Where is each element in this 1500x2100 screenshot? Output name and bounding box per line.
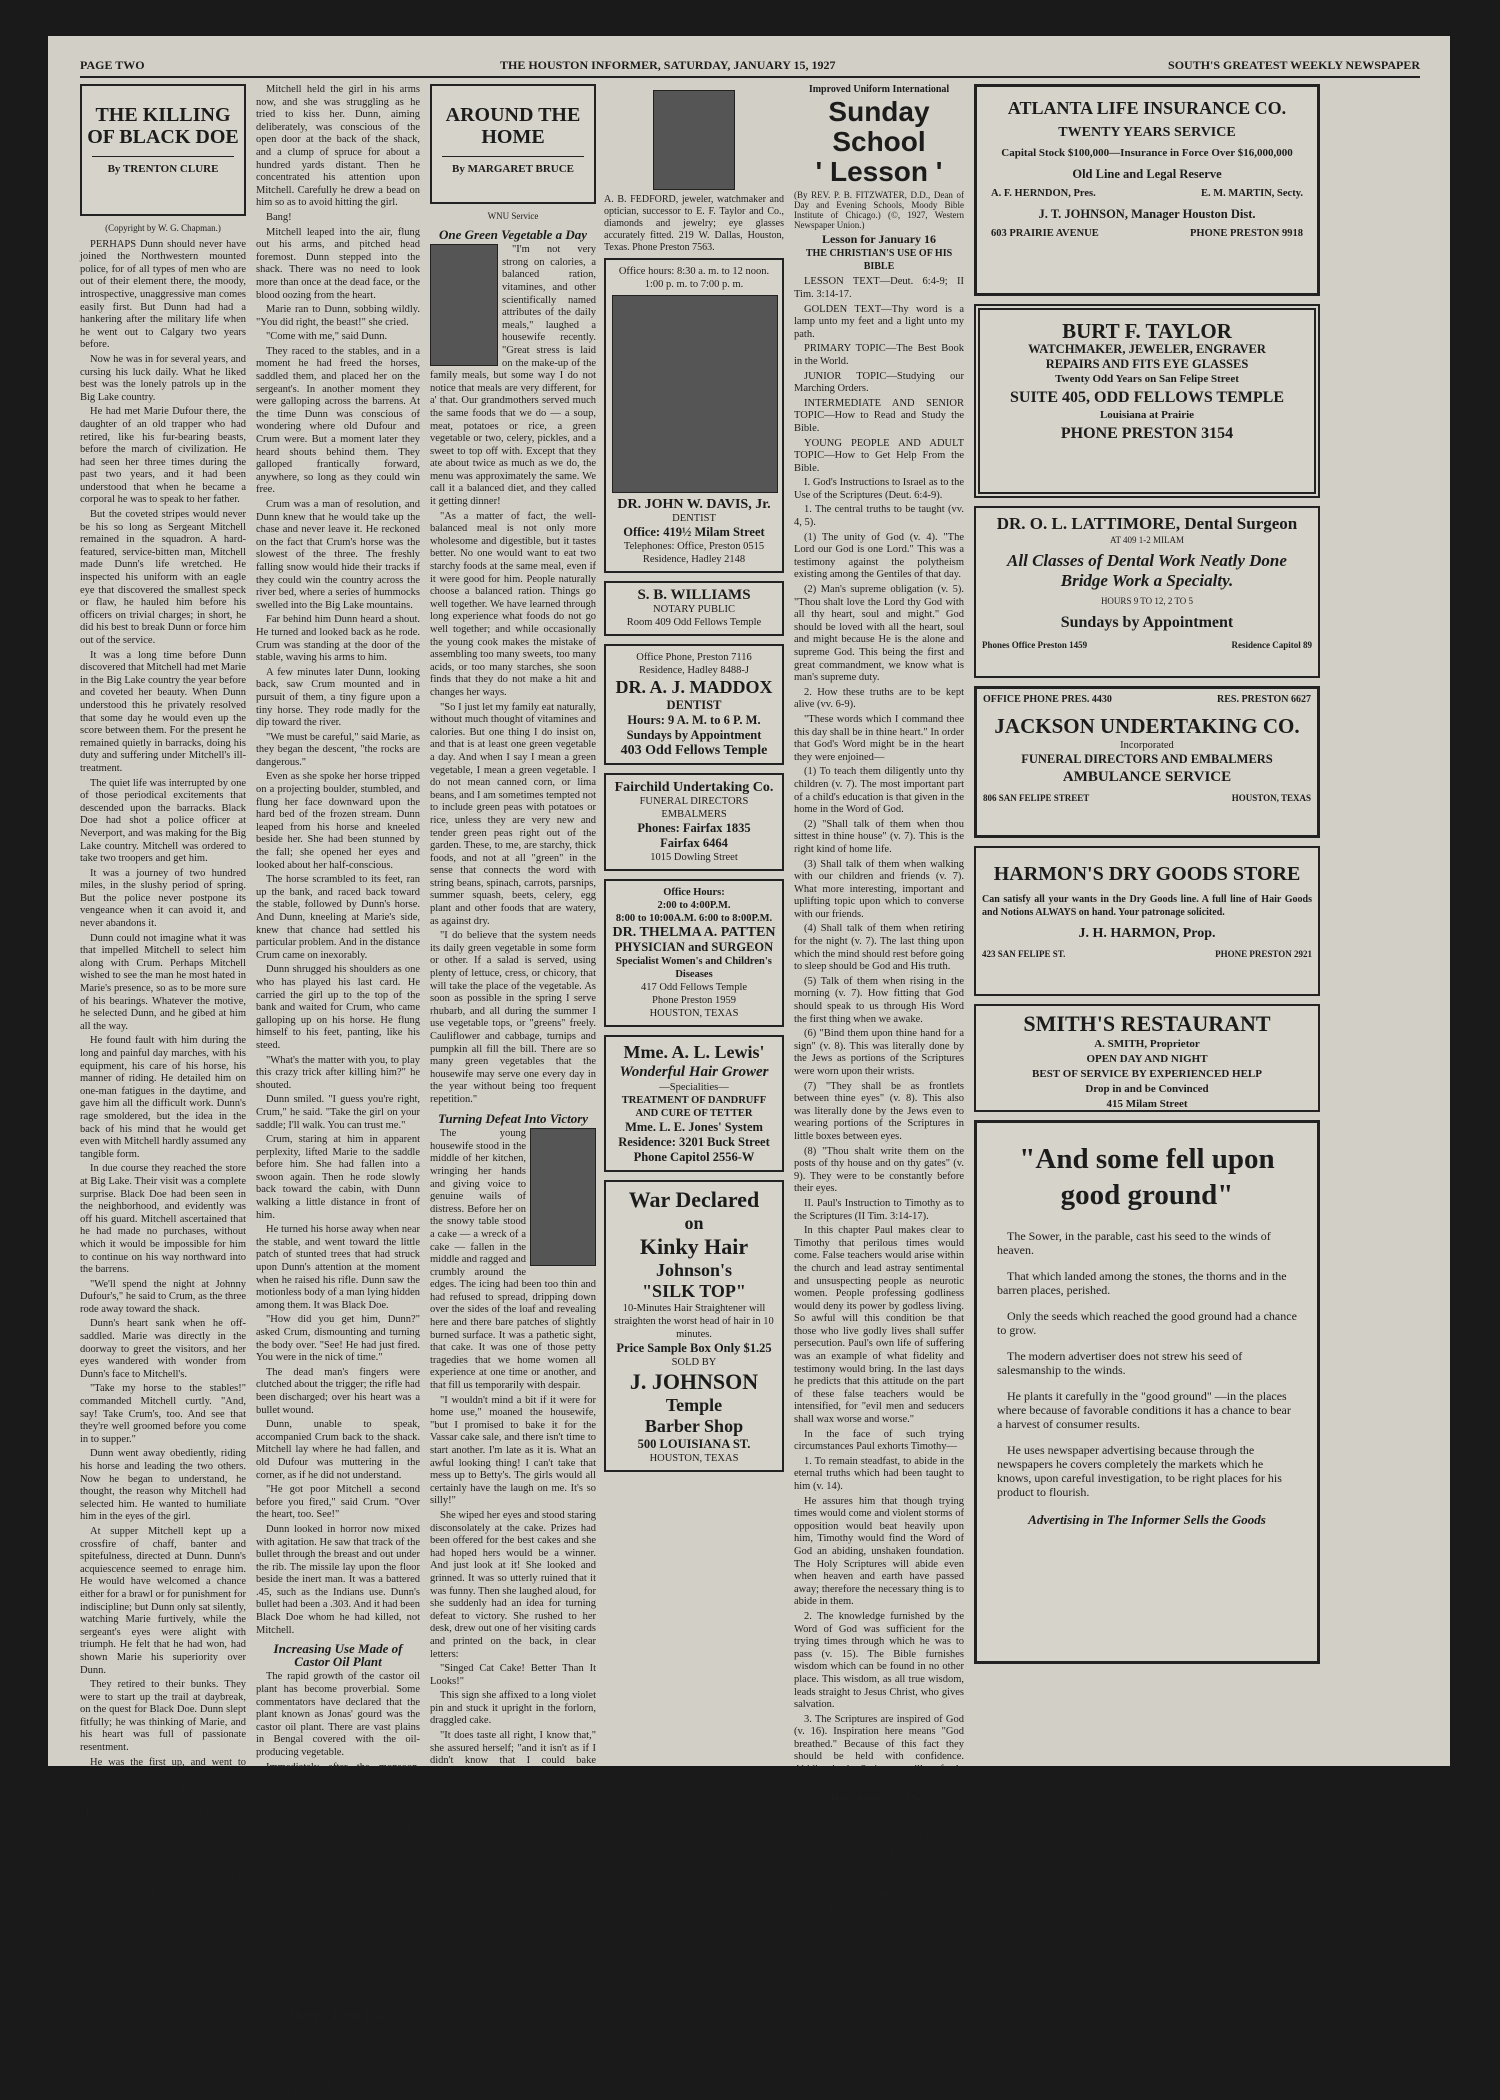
paragraph: In this chapter Paul makes clear to Timothy that perilous times would come. False teachers would arise within the church and lead astray sentimental and unsuspecting people as neurotic women. People professing godliness would deny its power by godless living. So awful will this condition be that those who live godly lives shall suffer persecution. Paul's own life of suffering was an example of what fidelity and testimony would bring. In the last days he predicts that this attitude on the part of these false teachers would be intensified, for "evil men and seducers shall wax worse and worse." [794, 1225, 964, 1426]
service-text: The quality of the service is the measure of the result. It is not length of service, but intensity, sincerity, enthusiasm that tells.—R. J. Campbell. [794, 1902, 964, 1951]
harmon-phone: PHONE PRESTON 2921 [1215, 949, 1312, 959]
kinky-line-1: War Declared [628, 1187, 760, 1212]
fairchild-phone-1: Phones: Fairfax 1835 [637, 821, 751, 835]
lattimore-tag-2: Bridge Work a Specialty. [1060, 571, 1234, 590]
paragraph: "We must be careful," said Marie, as they began the descent, "the rocks are dangerous." [256, 731, 420, 768]
taylor-line-3: Twenty Odd Years on San Felipe Street [1055, 373, 1239, 385]
paragraph: Even as she spoke her horse tripped on a projecting boulder, stumbled, and flung her face downward upon the hard bed of the frozen stream. Dunn leaped from his horse and kneeled beside her. She had been stunned by the fall; she opened her eyes and looked about her half-conscious. [256, 771, 420, 871]
taylor-loc: Louisiana at Prairie [1099, 409, 1195, 421]
sower-footer: Advertising in The Informer Sells the Goods [1028, 1512, 1266, 1527]
home-byline: By MARGARET BRUCE [451, 163, 575, 175]
patten-hours-label: Office Hours: [663, 887, 725, 898]
taylor-suite: SUITE 405, ODD FELLOWS TEMPLE [1010, 389, 1284, 406]
paragraph: He had met Marie Dufour there, the daughter of an old trapper who had retired, like his fur-bearing beasts, before the march of civilization. He had seen her three times during the past two years, and it had been understood that when he became a corporal he was to speak to her father. [80, 406, 246, 506]
lattimore-sundays: Sundays by Appointment [1060, 614, 1234, 631]
story-title-box [80, 84, 246, 216]
harmon-prop: J. H. HARMON, Prop. [1078, 926, 1216, 941]
davis-tel: Telephones: Office, Preston 0515 [623, 541, 765, 552]
taylor-ad [974, 304, 1320, 498]
paragraph: Dunn could not imagine what it was that impelled Mitchell to select him along with Crum. Perhaps Mitchell wished to see the man he most hated in Marie's presence, so as to be more sure of his bearings. Whatever the motive, he selected Dunn, and he gibed at him all the way. [80, 932, 246, 1032]
lewis-res: Residence: 3201 Buck Street [618, 1135, 770, 1149]
harmon-addr: 423 SAN FELIPE ST. [982, 949, 1066, 959]
kinky-line-2: on [684, 1213, 704, 1233]
paragraph: YOUNG PEOPLE AND ADULT TOPIC—How to Get Help From the Bible. [794, 437, 964, 474]
paragraph: The dead man's fingers were clutched about the trigger; the rifle had been discharged; over his heart was a bullet wound. [256, 1366, 420, 1416]
lewis-tag: Wonderful Hair Grower [619, 1064, 769, 1080]
lattimore-office: Phones Office Preston 1459 [982, 640, 1088, 650]
lattimore-name: DR. O. L. LATTIMORE, Dental Surgeon [996, 514, 1298, 533]
fairchild-sub: FUNERAL DIRECTORS EMBALMERS [639, 796, 749, 820]
kinky-shop-2: Barber Shop [644, 1416, 744, 1436]
paragraph: LESSON TEXT—Deut. 6:4-9; II Tim. 3:14-17. [794, 276, 964, 300]
paragraph: Far behind him Dunn heard a shout. He turned and looked back as he rode. Crum was standing at the door of the stable, waving his arms to him. [256, 614, 420, 664]
paragraph: (2) "Shall talk of them when thou sittest in thine house" (v. 7). This is the right kind of home life. [794, 818, 964, 855]
davis-hours: Office hours: 8:30 a. m. to 12 noon. 1:00 p. m. to 7:00 p. m. [618, 266, 770, 290]
housewife-illustration [430, 244, 498, 366]
paragraph: 2. The knowledge furnished by the Word of God was sufficient for the trying times through which he was to pass (v. 15). The Bible furnishes wisdom which can be found in no other place. This wisdom, as all true wisdom, leads straight to Jesus Christ, who gives salvation. [794, 1610, 964, 1711]
lewis-spec: —Specialities— [659, 1082, 729, 1093]
fedford-caption: A. B. FEDFORD, jeweler, watchmaker and optician, successor to E. F. Taylor and Co., diamonds and jewelry; eye glasses accurately fitted. 219 W. Dallas, Houston, Texas. Phone Preston 7563. [604, 194, 784, 253]
kinky-ad [604, 1180, 784, 1472]
sheep-body [256, 2024, 420, 2100]
patten-spec: Specialist Women's and Children's Diseases [616, 956, 772, 980]
story-byline: By TRENTON CLURE [107, 163, 219, 175]
maddox-addr: 403 Odd Fellows Temple [620, 743, 768, 758]
paragraph: (4) Shall talk of them when retiring for the night (v. 7). The last thing upon which the mind should rest before going to sleep should be God and His truth. [794, 923, 964, 973]
sheep-headline: Sheep's Long Fast [288, 2006, 388, 2022]
paragraph: 1. To remain steadfast, to abide in the eternal truths which had been taught to him (v. 14). [794, 1455, 964, 1492]
smith-drop: Drop in and be Convinced [1085, 1083, 1209, 1095]
maddox-sundays: Sundays by Appointment [626, 728, 762, 742]
lewis-system: Mme. L. E. Jones' System [625, 1120, 763, 1134]
paragraph: (1) The unity of God (v. 4). "The Lord our God is one Lord." This was a testimony against the polytheism existing among the Gentiles of that day. [794, 531, 964, 581]
sower-body [997, 1229, 1297, 1499]
lewis-name: Mme. A. L. Lewis' [623, 1042, 765, 1062]
home-sub2: Turning Defeat Into Victory [437, 1110, 589, 1126]
paragraph: Bang! [266, 211, 292, 223]
jackson-addr: 806 SAN FELIPE STREET [983, 792, 1090, 803]
paragraph: Only the seeds which reached the good ground had a chance to grow. [997, 1309, 1297, 1337]
paragraph: The horse scrambled to its feet, ran up the bank, and raced back toward the stable, followed by Dunn's horse. And Dunn, kneeling at Marie's side, knew that chance had settled his particular problem. And in the distance Crum came on inexorably. [256, 874, 420, 961]
atlanta-years: TWENTY YEARS SERVICE [1058, 125, 1236, 140]
atlanta-secty: E. M. MARTIN, Secty. [1201, 188, 1303, 199]
cake-illustration [530, 1128, 596, 1266]
sunday-title-2: ' Lesson ' [815, 155, 943, 187]
davis-office: Office: 419½ Milam Street [623, 525, 765, 539]
page-header [80, 56, 1420, 78]
jackson-ambulance: AMBULANCE SERVICE [1062, 768, 1232, 785]
paragraph: "What's the matter with you, to play this crazy trick after killing him?" he shouted. [256, 1054, 420, 1091]
fairchild-addr: 1015 Dowling Street [650, 852, 738, 863]
atlanta-line: Old Line and Legal Reserve [1072, 167, 1222, 181]
story-body-continued [256, 84, 420, 1637]
fairchild-ad [604, 773, 784, 871]
sower-headline: "And some fell upon good ground" [1019, 1143, 1275, 1211]
atlanta-mgr: J. T. JOHNSON, Manager Houston Dist. [1038, 206, 1256, 221]
jackson-phone: OFFICE PHONE PRES. 4430 [983, 694, 1112, 705]
paragraph: 2. How these truths are to be kept alive (vv. 6-9). [794, 686, 964, 711]
atlanta-life-ad [974, 84, 1320, 296]
taylor-line-1: WATCHMAKER, JEWELER, ENGRAVER [1028, 342, 1266, 356]
paragraph: Crum was a man of resolution, and Dunn knew that he would take up the chase and never leave it. He reckoned on the fact that Crum's horse was the slowest of the three. The freshly falling snow would hide their tracks if they could win the country across the river bed, where a series of hummocks swelled into the Big Lake mountains. [256, 499, 420, 611]
patten-city: HOUSTON, TEXAS [649, 1008, 739, 1019]
jackson-sub: FUNERAL DIRECTORS AND EMBALMERS [1021, 751, 1273, 766]
paragraph: It was a long time before Dunn discovered that Mitchell had met Marie in the Big Lake country the year before and coveted her beauty. When Dunn understood this he privately resolved that some day he would even up the score between them. For the present he remained quietly in barracks, doing his duty and suffering under Mitchell's ill-treatment. [80, 649, 246, 774]
paragraph: (5) Talk of them when rising in the morning (v. 7). How fitting that God should speak to us through His Word the first thing when we awake. [794, 975, 964, 1025]
lewis-treat: TREATMENT OF DANDRUFF AND CURE OF TETTER [621, 1095, 767, 1119]
paragraph: Dunn shrugged his shoulders as one who has played his last card. He carried the girl up to the top of the bank and waited for Crum, who came galloping up on his horse. He flung himself to his feet, panting, like his steed. [256, 964, 420, 1051]
paragraph: The modern advertiser does not strew his seed of salesmanship to the winds. [997, 1349, 1243, 1377]
paragraph: Immediately after the monsoon, when the water has receded, the peasant rakes the mire and puts the oil plant seeds in the ground, two by two. The plants rapidly develop their great leaves and produce their fruit, which grows in groups of capsules, acquiring a coppery-green color mottled with purple and rich carmine. When the hot sun has dried the pods they burst. The women and children watch the pods and when the first crack appears they are ready to catch the precious seeds within. [256, 1761, 420, 1937]
paragraph: (3) Shall talk of them when walking with our children and friends (v. 7). What more interesting, important and uplifting topic upon which to converse with our friends. [794, 858, 964, 920]
patten-addr: 417 Odd Fellows Temple [640, 982, 748, 993]
kinky-price: Price Sample Box Only $1.25 [616, 1341, 772, 1355]
atlanta-capital: Capital Stock $100,000—Insurance in Force Over $16,000,000 [1001, 147, 1293, 159]
paragraph: "Take my horse to the stables!" commanded Mitchell curtly. "And, say! Take Crum's, too. And see that they're well groomed before you come in to supper." [80, 1383, 246, 1445]
paragraph: He assures him that though trying times would come and violent storms of opposition would beat heavily upon him, Timothy would find the Word of God an abiding, unshaken foundation. The Holy Scriptures will abide even when heaven and earth have passed away; therefore the necessary thing is to abide in them. [794, 1495, 964, 1608]
sunday-body [794, 276, 964, 1789]
paragraph: The singed cat cake was the sensation of the sale, being greeted with shrieks of laughter, and winning — well, a consolation prize, anyway. [430, 1807, 596, 1857]
masthead-dateline: THE HOUSTON INFORMER, SATURDAY, JANUARY 15, 1927 [500, 58, 836, 72]
paragraph: II. Paul's Instruction to Timothy as to the Scriptures (II Tim. 3:14-17). [794, 1197, 964, 1222]
maddox-name: DR. A. J. MADDOX [615, 677, 773, 697]
page-number: PAGE TWO [80, 58, 145, 72]
sunday-author: (By REV. P. B. FITZWATER, D.D., Dean of Day and Evening Schools, Moody Bible Institute of Chicago.) (©, 1927, Western Newspaper Union.) [794, 189, 964, 230]
service-headline: Service [861, 1887, 897, 1900]
paragraph: "He got poor Mitchell a second before you fired," said Crum. "Over the heart, too. See!" [256, 1484, 420, 1521]
paragraph: Mitchell leaped into the air, flung out his arms, and pitched head foremost. Dunn stepped into the shack. There was no need to look more than once at the dead face, or the blood oozing from the heart. [256, 226, 420, 301]
home-column [430, 84, 596, 1912]
story-column-2 [256, 84, 420, 2099]
kinky-name: J. JOHNSON [629, 1369, 759, 1394]
maddox-res: Residence, Hadley 8488-J [639, 665, 749, 676]
maddox-hours: Hours: 9 A. M. to 6 P. M. [627, 713, 761, 727]
taylor-line-2: REPAIRS AND FITS EYE GLASSES [1045, 357, 1249, 371]
smith-ad [974, 1004, 1320, 1112]
kinky-line-5: "SILK TOP" [642, 1281, 746, 1301]
fairchild-phone-2: Fairfax 6464 [660, 836, 728, 850]
sunday-subject: THE CHRISTIAN'S USE OF HIS BIBLE [805, 248, 953, 272]
patten-hours-2: 8:00 to 10:00A.M. 6:00 to 8:00P.M. [615, 913, 773, 924]
story-title: THE KILLING OF BLACK DOE [87, 104, 239, 148]
paragraph: He turned his horse away when near the stable, and went toward the little patch of stunted trees that had struck upon Dunn's attention at the moment when he raised his rifle. Dunn saw the motionless body of a man lying hidden among them. It was Black Doe. [256, 1224, 420, 1311]
paragraph: PRIMARY TOPIC—The Best Book in the World. [794, 343, 964, 367]
paragraph: The young housewife stood in the middle of her kitchen, wringing her hands and giving voice to genuine wails of distress. Before her on the snowy table stood a cake — a wreck of a cake — fallen in the middle and ragged and crumbly around the edges. The icing had been too thin and had refused to spread, dripping down over the sides of the loaf and revealing here and there bare patches of slightly burned surface. It was a pathetic sight, that cake. It was one of those petty tragedies that we home women all experience at one time or another, and that fill us temporarily with despair. [430, 1128, 596, 1392]
kinky-sold: SOLD BY [671, 1357, 717, 1368]
home-title-box [430, 84, 596, 204]
taylor-phone: PHONE PRESTON 3154 [1060, 425, 1234, 442]
patten-title: PHYSICIAN and SURGEON [614, 940, 774, 954]
patten-ad [604, 879, 784, 1027]
williams-title: NOTARY PUBLIC [653, 604, 735, 615]
lattimore-ad [974, 506, 1320, 678]
ads-column-4 [604, 84, 784, 1744]
home-sub1: One Green Vegetable a Day [438, 226, 588, 242]
fairchild-name: Fairchild Undertaking Co. [614, 780, 774, 795]
davis-title: DENTIST [672, 513, 716, 524]
atlanta-name: ATLANTA LIFE INSURANCE CO. [1007, 98, 1287, 118]
paragraph: Dunn, unable to speak, accompanied Crum back to the shack. Mitchell lay where he had fallen, and old Dufour was muttering in the corner, as if he did not understand. [256, 1419, 420, 1481]
paragraph: I. God's Instructions to Israel as to the Use of the Scriptures (Deut. 6:4-9). [794, 477, 964, 501]
maddox-title: DENTIST [666, 698, 722, 712]
paragraph: Crum, staring at him in apparent perplexity, lifted Marie to the saddle before him. She had fallen into a swoon again. Then he rode slowly back toward the cabin, with Dunn walking a little distance in front of him. [256, 1134, 420, 1221]
williams-room: Room 409 Odd Fellows Temple [626, 617, 762, 628]
paragraph: (2) Man's supreme obligation (v. 5). "Thou shalt love the Lord thy God with all thy heart, soul and might." God should be loved with all the heart, soul and might because He is the alone and supreme God. This being the first and great commandment, we know what is man's supreme duty. [794, 584, 964, 684]
smith-open: OPEN DAY AND NIGHT [1086, 1053, 1208, 1065]
paragraph: (1) To teach them diligently unto thy children (v. 7). The most important part of a child's education is that given in the home in the Word of God. [794, 766, 964, 816]
paragraph: In the face of such trying circumstances Paul exhorts Timothy— [794, 1428, 964, 1453]
williams-ad [604, 581, 784, 636]
kinky-line-3: Kinky Hair [639, 1234, 749, 1259]
paragraph: "These words which I command thee this day shall be in thine heart." In order that God's Word might be in the heart they were enjoined— [794, 713, 964, 763]
paragraph: INTERMEDIATE AND SENIOR TOPIC—How to Read and Study the Bible. [794, 397, 964, 434]
atlanta-addr: 603 PRAIRIE AVENUE [991, 227, 1099, 239]
paragraph: This sign she affixed to a long violet pin and stuck it upright in the forlorn, draggled cake. [430, 1690, 596, 1727]
jackson-inc: Incorporated [1120, 739, 1174, 751]
davis-ad [604, 258, 784, 573]
lattimore-addr: AT 409 1-2 MILAM [1109, 535, 1185, 545]
paragraph: "I wouldn't mind a bit if it were for home use," moaned the housewife, "but I promised to bake it for the Vassar cake sale, and there isn't time to start another. I'm late as it is. What an awful looking thing! I can't take that mess up to Betty's. The girls would all certainly have the laugh on me. It's so silly!" [430, 1394, 596, 1507]
paragraph: "How did you get him, Dunn?" asked Crum, dismounting and turning the body over. "See! He had just fired. You were in the nick of time." [256, 1314, 420, 1364]
paragraph: 3. The Scriptures are inspired of God (v. 16). Inspiration here means "God breathed." Because of this fact they should be held with confidence. Abiding in the Scriptures will perfectly equip the minister for his work (v. 17). [794, 1713, 964, 1788]
home-copyright: (Copyright) [491, 1901, 535, 1912]
paragraph: "Singed Cat Cake! Better Than It Looks!" [430, 1663, 596, 1687]
kinky-desc: 10-Minutes Hair Straightener will straighten the worst head of hair in 10 minutes. [614, 1303, 774, 1340]
paragraph: Dunn went away obediently, riding his horse and leading the two others. Now he began to understand, he thought, the reason why Mitchell had selected him. He wanted to humiliate him in the eyes of the girl. [80, 1448, 246, 1523]
paragraph: GOLDEN TEXT—Thy word is a lamp unto my feet and a light unto my path. [794, 303, 964, 340]
kinky-shop-1: Temple [665, 1395, 723, 1415]
davis-portrait [612, 295, 778, 493]
fedford-portrait [653, 90, 735, 190]
davis-name: DR. JOHN W. DAVIS, Jr. [617, 497, 771, 512]
paragraph: "Come with me," said Dunn. [266, 331, 388, 343]
paragraph: Seventeen days after being missed by an Osweestry (Eng.) farmer, a sheep was found inside a large water pipe near the Liverpool waterworks. The animal was quite frisky, in spite of the long fast. [256, 2024, 420, 2099]
paragraph: The rapid growth of the castor oil plant has become proverbial. Some commentators have declared that the plant known as Jonas' gourd was the castor oil plant. There are vast plains in Bengal covered with the oil-producing vegetable. [256, 1671, 420, 1758]
harmon-desc: Can satisfy all your wants in the Dry Goods line. A full line of Hair Goods and Notions ALWAYS on hand. Your patronage solicited. [982, 894, 1312, 918]
paragraph: Now he was in for several years, and cursing his luck daily. What he liked best was the lonely patrols up in the Big Lake country. [80, 353, 246, 403]
paragraph: Then Dunn knew what he meant to do. He crept back very softly to the stable and loaded his rifle. He took it in his arms, carrying it as a mother might her first born, and approached the door again. [80, 1846, 246, 1921]
paragraph: The quiet life was interrupted by one of those periodical excitements that descended upon the barracks. Black Doe had shot a police officer at Neverport, and was making for the Big Lake country. Mitchell was ordered to take two troopers and get him. [80, 777, 246, 865]
paragraph: "So I just let my family eat naturally, without much thought of vitamines and calories. But one thing I do insist on, and that is at least one green vegetable a day. And when I say I mean a green vegetable, I mean a green vegetable. I do not mean canned corn, or lima beans, and I am sometimes tempted not to include green peas with potatoes or rice, unless they are very new and tender green peas right out of the garden. These, to me, are starchy, thick foods, and not at all "green" in the sense that connects the word with string beans, spinach, carrots, parsnips, summer squash, beets, celery, egg plant and other foods that are watery, as against dry. [430, 701, 596, 927]
atlanta-phone: PHONE PRESTON 9918 [1190, 227, 1303, 239]
paragraph: She wiped her eyes and stood staring disconsolately at the cake. Prizes had been offered for the best cakes and she had hoped hers would be a winner. And just look at it! She looked and grinned. It was so utterly ruined that it was funny. Then she laughed aloud, for she suddenly had an idea for turning defeat to victory. She rushed to her desk, drew out one of her visiting cards and printed on the back, in clear letters: [430, 1509, 596, 1660]
castor-headline: Increasing Use Made of Castor Oil Plant [273, 1641, 403, 1669]
paragraph: It was a journey of two hundred miles, in the slushy period of spring. But the police never postpone its vengeance when it can avoid it, and never abandons it. [80, 867, 246, 930]
jackson-city: HOUSTON, TEXAS [1231, 792, 1311, 803]
paragraph: That which landed among the stones, the thorns and in the barren places, perished. [997, 1269, 1287, 1297]
newspaper-page [48, 36, 1450, 2099]
paragraph: (8) "Thou shalt write them on the posts of thy house and on thy gates" (v. 9). They were to be constantly before their eyes. [794, 1145, 964, 1195]
williams-name: S. B. WILLIAMS [637, 587, 751, 603]
sunday-title-1: Sunday School [828, 95, 930, 157]
paragraph: "It does taste all right, I know that," she assured herself; "and it isn't as if I didn't know that I could bake wonderful cake — sometimes! I'll take it along to the sale and let it go at that. I'm a good sport!" [430, 1730, 596, 1805]
paragraph: PERHAPS Dunn should never have joined the Northwestern mounted police, for of all types of men who are out of their element there, the moody, introspective, unaggressive man comes easily first. But Dunn had had a hankering after the military life when he went out to Calgary two years before. [80, 238, 246, 351]
paragraph: He plants it carefully in the "good ground" —in the places where because of favorable conditions it has a chance to bear a harvest of consumer results. [997, 1389, 1291, 1431]
paragraph: "A cake may be down, but it's never out!" voted the judges amid the general hilarity. [430, 1860, 596, 1897]
kinky-line-4: Johnson's [655, 1260, 733, 1280]
patten-hours-1: 2:00 to 4:00P.M. [657, 900, 731, 911]
atlanta-pres: A. F. HERNDON, Pres. [991, 188, 1096, 199]
castor-body [256, 1671, 420, 2002]
lattimore-hours: HOURS 9 TO 12, 2 TO 5 [1100, 596, 1194, 606]
lattimore-tag-1: All Classes of Dental Work Neatly Done [1007, 551, 1287, 570]
story-body [80, 239, 246, 1923]
jackson-res: RES. PRESTON 6627 [1216, 694, 1311, 705]
paragraph: Dunn looked in horror now mixed with agitation. He saw that track of the bullet through the breast and out under the rib. The missile lay upon the floor beside the inert man. It was a battered .45, such as the Indians use. Dunn's bullet had been a .303. And it had been Black Doe whom he had killed, not Mitchell. [256, 1523, 420, 1636]
saw-men-text: Jesus divided men into two classes and no more; either on the narrow or on the broad way; either a good tree or a bad tree; either a wise or a foolish builder; in a word, either for Christ or against Him.—Plummer. [794, 1807, 964, 1882]
jackson-ad [974, 686, 1320, 838]
paragraph: In due course they reached the store at Big Lake. Their visit was a complete surprise. Black Doe had been seen in the neighborhood, and evidently was off his guard. Mitchell ascertained that he had made no purchases, without which it would be impossible for him to continue on his way northward into the barrens. [80, 1163, 246, 1276]
paragraph: They retired to their bunks. They were to start up the trail at daybreak, on the quest for Black Doe. Dunn slept fitfully; he was thinking of Marie, and his heart was full of passionate resentment. [80, 1679, 246, 1754]
sower-ad [974, 1120, 1320, 1664]
sunday-lesson: Lesson for January 16 [821, 231, 937, 246]
maddox-ad [604, 644, 784, 765]
sunday-school-column [794, 84, 964, 1951]
davis-res: Residence, Hadley 2148 [642, 554, 746, 565]
paragraph: "I do believe that the system needs its daily green vegetable in some form or other. If a salad is served, using plenty of lettuce, cress, or chicory, that will take the place of the vegetable. As soon as possible in the spring I serve rhubarb, and all during the summer I use vegetable tops, or "greens" freely. Cauliflower and cabbage, turnips and pumpkin all fill the bill. There are so many green vegetables that the housewife may serve one every day in the year without being too frequent repetition." [430, 930, 596, 1105]
paragraph: Marie ran to Dunn, sobbing wildly. "You did right, the beast!" she cried. [256, 304, 420, 328]
harmon-name: HARMON'S DRY GOODS STORE [993, 863, 1301, 885]
paragraph: "I'm not very strong on calories, a balanced ration, vitamines, and other scientifically named attributes of the daily meals," laughed a housewife recently. "Great stress is laid on the make-up of the family meals, but some way I do not notice that meals are very different, for a' that. Our grandmothers served much the same foods that we do — a soup, meat, potatoes or rice, a green vegetable or two, celery, pickles, and a sweet to top off with. Except that they ate about twice as much as we do, the menu was approximately the same. We call it a balanced diet, and they called it getting dinner! [430, 244, 596, 508]
masthead-slogan: SOUTH'S GREATEST WEEKLY NEWSPAPER [1168, 58, 1420, 72]
jackson-name: JACKSON UNDERTAKING CO. [994, 713, 1300, 738]
ads-column-6 [974, 84, 1320, 1744]
saw-men-headline: How Jesus Saw Men [830, 1793, 928, 1806]
patten-phone: Phone Preston 1959 [652, 995, 736, 1006]
paragraph: (7) "They shall be as frontlets between thine eyes" (v. 8). This also was literally done by the Jews even to wearing portions of the Scriptures in little boxes between eyes. [794, 1080, 964, 1142]
paragraph: The Sower, in the parable, cast his seed to the winds of heaven. [997, 1229, 1271, 1257]
paragraph: He was the first up, and went to groom the horses. As he came back to the shack, he heard Mitchell's voice and the girl's behind the open door. Mitchell had his arm round her waist and was drawing her toward him. Crum was nowhere in sight. [80, 1756, 246, 1844]
story-copyright: (Copyright by W. G. Chapman.) [105, 223, 221, 233]
sunday-kicker: Improved Uniform International [808, 84, 950, 95]
paragraph: Mitchell held the girl in his arms now, and she was struggling as he tried to kiss her. Dunn, aiming deliberately, was conscious of the open door at the back of the shack, and a clump of spruce for about a hundred yards distant. Then he concentrated his attention upon Mitchell. Carefully he drew a bead on him so as to avoid hitting the girl. [256, 84, 420, 209]
paragraph: Dunn smiled. "I guess you're right, Crum," he said. "Take the girl on your saddle; I'll walk. You can trust me." [256, 1094, 420, 1131]
lattimore-res: Residence Capitol 89 [1231, 640, 1312, 650]
paragraph: He found fault with him during the long and painful day marches, with his equipment, his care of his horse, his manner of riding. He detailed him on one-man fatigues in the daytime, and gave him all the difficult work. Dunn's rage smoldered, but the idea in the back of his mind that he would get even with Mitchell hardly assumed any tangible form. [80, 1035, 246, 1160]
paragraph: A few minutes later Dunn, looking back, saw Crum mounted and in pursuit of them, a tiny figure upon a tiny horse. They rode madly for the dip toward the river. [256, 666, 420, 729]
smith-name: SMITH'S RESTAURANT [1023, 1011, 1271, 1036]
lewis-phone: Phone Capitol 2556-W [633, 1150, 755, 1164]
paragraph: They raced to the stables, and in a moment he had freed the horses, saddled them, and placed her on the sergeant's. In another moment they were galloping across the barrens. At the time Dunn was conscious of wondering where old Dufour and Crum were. But a moment later they heard shouts behind them. They galloped frantically forward, anywhere, so long as they could win free. [256, 345, 420, 496]
smith-addr: 415 Milam Street [1106, 1098, 1188, 1110]
smith-best: BEST OF SERVICE BY EXPERIENCED HELP [1032, 1068, 1262, 1080]
paragraph: Dunn's heart sank when he off-saddled. Marie was directly in the doorway to greet the visitors, and her eyes wandered with wonder from Dunn's face to Mitchell's. [80, 1318, 246, 1380]
home-service: WNU Service [487, 211, 539, 221]
paragraph: When the seeds have dried a few days the natives toast them, crush them in a mortar, and plunge them in boiling water, when the oil rises to the surface. [256, 1939, 420, 2002]
lewis-ad [604, 1035, 784, 1172]
paragraph: He uses newspaper advertising because through the newspapers he covers completely the markets which he knows, upon careful investigation, to be right places for his product to flourish. [997, 1443, 1282, 1499]
paragraph: At supper Mitchell kept up a crossfire of chaff, banter and spitefulness, directed at Dunn. Dunn's acquiescence seemed to enrage him. He would have welcomed a chance either for a brawl or for punishment for indiscipline; but Dunn only sat silently, watching Marie furtively, while the sergeant's eyes were alight with triumph. He felt that he had won, had shown Marie his superiority over Dunn. [80, 1525, 246, 1676]
patten-name: DR. THELMA A. PATTEN [612, 925, 776, 940]
maddox-phone: Office Phone, Preston 7116 [636, 652, 752, 663]
paragraph: But the coveted stripes would never be his so long as Sergeant Mitchell remained in the squadron. A hard-featured, service-bitten man, Mitchell made Dunn's life wretched. He inspected his uniform with an eagle eye that discovered the smallest speck or flaw, he hauled him before his officers on trivial charges; in short, he did his best to break Dunn or force him out of the service. [80, 509, 246, 646]
paragraph: "As a matter of fact, the well-balanced meal is not only more wholesome and digestible, but it tastes better. No one would want to eat two starchy foods at the same meal, even if it were good for him. People naturally choose a balanced ration. Things go well together. We have learned through long experience what foods do not go well together; and while occasionally the young cook makes the mistake of assembling too many sweets, too many acids, or too many starches, she soon finds that they do not make a hit and changes her ways. [430, 510, 596, 698]
home-title: AROUND THE HOME [445, 104, 581, 148]
paragraph: (6) "Bind them upon thine hand for a sign" (v. 8). This was literally done by the Jews as portions of the Scriptures were worn upon their wrists. [794, 1028, 964, 1077]
kinky-city: HOUSTON, TEXAS [649, 1453, 739, 1464]
paragraph: JUNIOR TOPIC—Studying our Marching Orders. [794, 370, 964, 395]
kinky-addr: 500 LOUISIANA ST. [637, 1437, 751, 1451]
smith-prop: A. SMITH, Proprietor [1094, 1038, 1200, 1050]
taylor-name: BURT F. TAYLOR [1062, 319, 1232, 343]
paragraph: "We'll spend the night at Johnny Dufour's," he said to Crum, as the three rode away toward the shack. [80, 1278, 246, 1315]
home-body-1 [430, 244, 596, 1106]
harmon-ad [974, 846, 1320, 996]
paragraph: 1. The central truths to be taught (vv. 4, 5). [794, 504, 964, 529]
story-column-1 [80, 84, 246, 1921]
